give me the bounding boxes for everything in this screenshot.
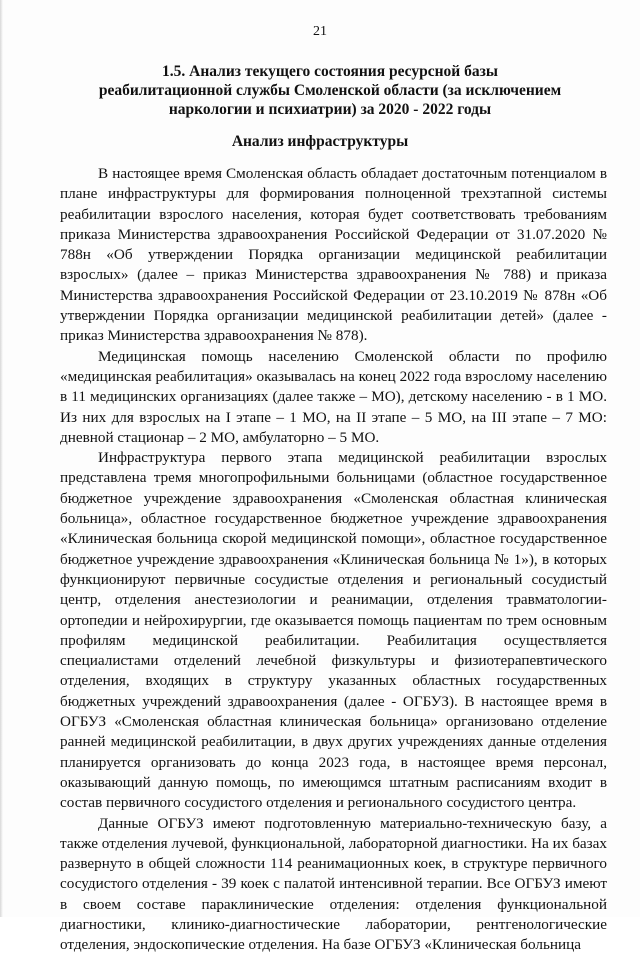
paragraph: Инфраструктура первого этапа медицинской реабилитации взрослых представлена тремя многопрофильными больницами (областное государственное бюджетное учреждение здравоохранения «Смоленская областная клиническая больница», областное государственное бюджетное учреждение здравоохранения «Клиническая больница скорой медицинской помощи», областное государственное бюджетное учреждение здравоохранения «Клиническая больница № 1»), в которых функционируют первичные сосудистые отделения и региональный сосудистый центр, отделения анестезиологии и реанимации, отделения травматологии-ортопедии и нейрохирургии, где оказывается помощь пациентам по трем основным профилям медицинской реабилитации. Реабилитация осуществляется специалистами отделений лечебной физкультуры и физиотерапевтического отделения, входящих в структуру указанных областных государственных бюджетных учреждений здравоохранения (далее - ОГБУЗ). В настоящее время в ОГБУЗ «Смоленская областная клиническая больница» организовано отделение ранней медицинской реабилитации, в двух других учреждениях данные отделения планируется организовать до конца 2023 года, в настоящее время персонал, оказывающий данную помощь, по имеющимся штатным расписаниям входит в состав первичного сосудистого отделения и регионального сосудистого центра. — [60, 449, 607, 812]
section-heading-line-2: реабилитационной службы Смоленской области (за исключением — [98, 82, 562, 99]
body-text — [60, 164, 607, 956]
page-number: 21 — [313, 24, 327, 39]
section-heading — [80, 62, 580, 119]
section-heading-line-3: наркологии и психиатрии) за 2020 - 2022 годы — [168, 101, 492, 118]
paragraph: Медицинская помощь населению Смоленской области по профилю «медицинская реабилитация» оказывалась на конец 2022 года взрослому населению в 11 медицинских организациях (далее также – МО), детскому населению - в 1 МО. Из них для взрослых на I этапе – 1 МО, на II этапе – 5 МО, на III этапе – 7 МО: дневной стационар – 2 МО, амбулаторно – 5 МО. — [60, 347, 607, 446]
paragraph: В настоящее время Смоленская область обладает достаточным потенциалом в плане инфраструктуры для формирования полноценной трехэтапной системы реабилитации взрослого населения, которая будет соответствовать требованиям приказа Министерства здравоохранения Российской Федерации от 31.07.2020 № 788н «Об утверждении Порядка организации медицинской реабилитации взрослых» (далее – приказ Министерства здравоохранения № 788) и приказа Министерства здравоохранения Российской Федерации от 23.10.2019 № 878н «Об утверждении Порядка организации медицинской реабилитации детей» (далее - приказ Министерства здравоохранения № 878). — [60, 165, 607, 345]
paragraph: Данные ОГБУЗ имеют подготовленную материально-техническую базу, а также отделения лучевой, функциональной, лабораторной диагностики. На их базах развернуто в общей сложности 114 реанимационных коек, в структуре первичного сосудистого отделения - 39 коек с палатой интенсивной терапии. Все ОГБУЗ имеют в своем составе параклинические отделения: отделения функциональной диагностики, клинико-диагностические лаборатории, рентгенологические отделения, эндоскопические отделения. На базе ОГБУЗ «Клиническая больница — [60, 814, 607, 954]
subsection-heading: Анализ инфраструктуры — [231, 133, 409, 150]
section-heading-line-1: 1.5. Анализ текущего состояния ресурсной базы — [162, 63, 498, 80]
